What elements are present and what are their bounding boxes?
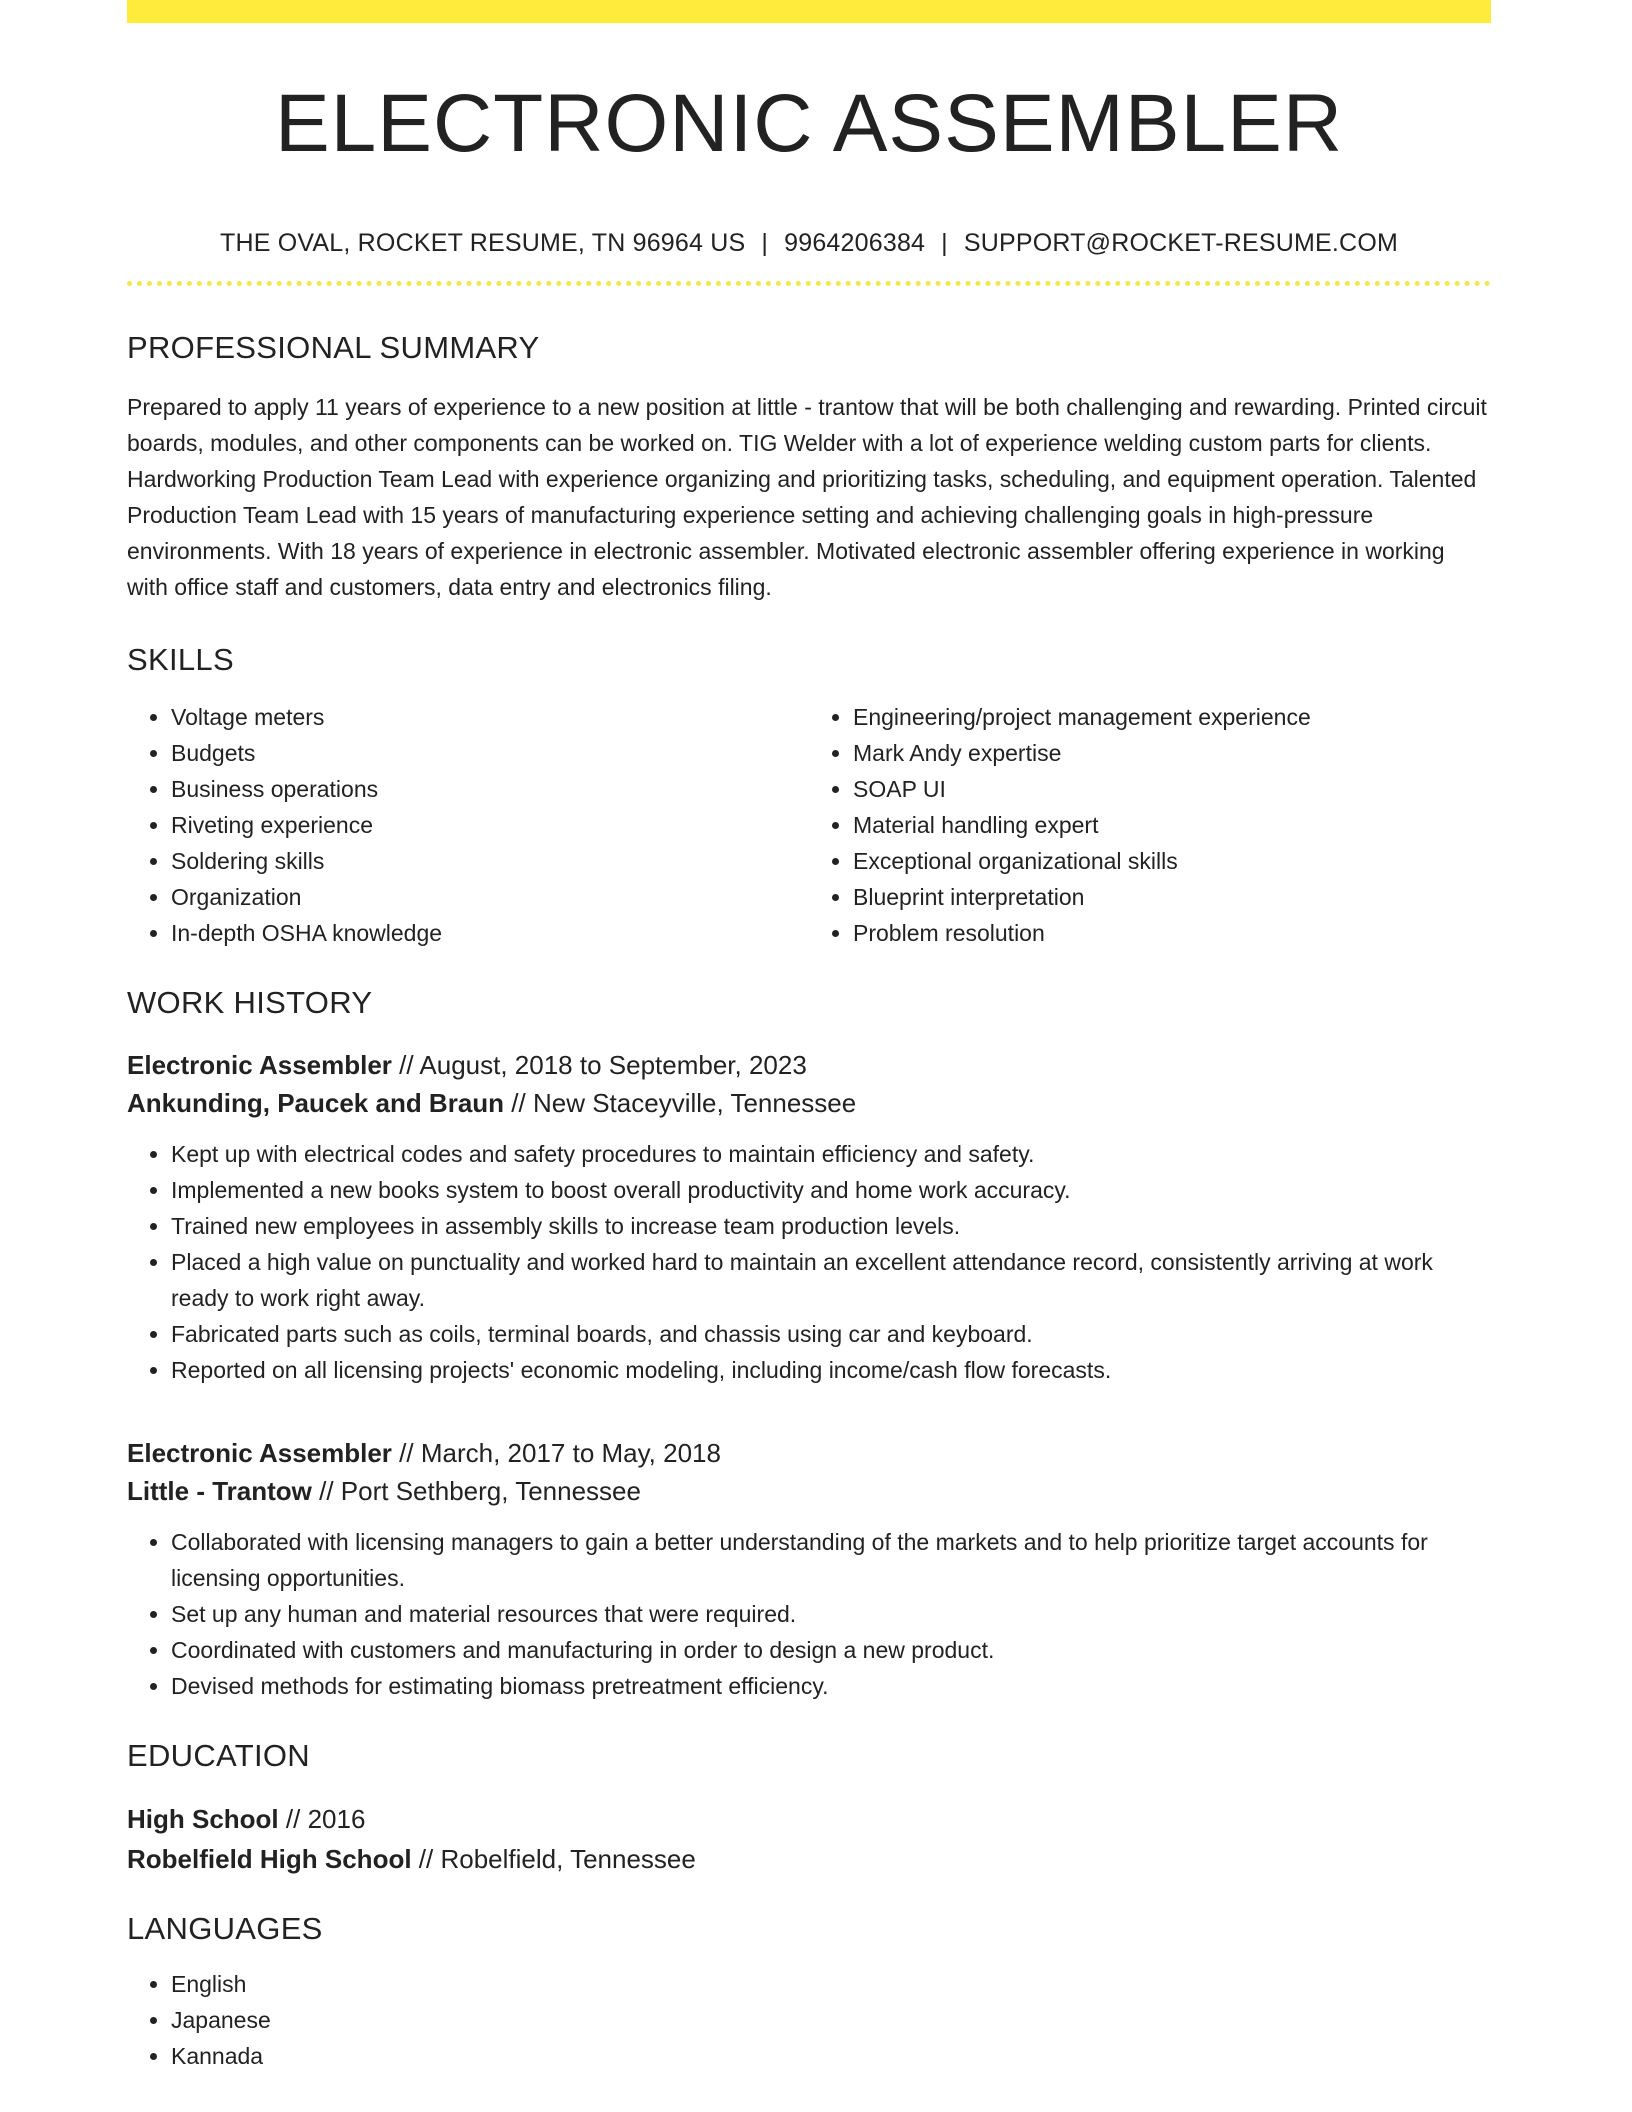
skill-item: • Soldering skills [171,843,809,879]
candidate-name: ELECTRONIC ASSEMBLER [274,78,1344,169]
job-separator: // [391,1050,420,1080]
skill-item: • Problem resolution [853,915,1491,951]
skill-item: • Riveting experience [171,807,809,843]
job-separator: // [391,1438,421,1468]
job-separator: // [504,1088,533,1118]
job-header [127,1434,1491,1510]
skills-left-list [127,699,809,951]
job-bullet: • Reported on all licensing projects' economic modeling, including income/cash flow forecasts. [171,1352,1491,1388]
job-dates: August, 2018 to September, 2023 [419,1050,807,1080]
section-title-summary: PROFESSIONAL SUMMARY [127,330,540,365]
resume-page [127,0,1491,2074]
job-location: Port Sethberg, Tennessee [340,1476,641,1506]
education-location: Robelfield, Tennessee [440,1844,696,1874]
education-entry [127,1799,1491,1879]
skill-item: • Voltage meters [171,699,809,735]
languages-list [127,1966,1491,2074]
skills-columns [127,699,1491,951]
education-year: 2016 [307,1804,366,1834]
skill-item: • Budgets [171,735,809,771]
job-bullet: • Fabricated parts such as coils, terminal boards, and chassis using car and keyboard. [171,1316,1491,1352]
contact-email: SUPPORT@ROCKET-RESUME.COM [963,229,1398,257]
dotted-divider [127,281,1491,286]
job-entry [127,1046,1491,1388]
skill-item: • Mark Andy expertise [853,735,1491,771]
job-dates: March, 2017 to May, 2018 [420,1438,721,1468]
education-degree: High School [127,1804,279,1834]
skill-item: • In-depth OSHA knowledge [171,915,809,951]
job-bullet: • Collaborated with licensing managers to gain a better understanding of the markets and to help prioritize target accounts for licensing opportunities. [171,1524,1491,1596]
job-bullet: • Implemented a new books system to boost overall productivity and home work accuracy. [171,1172,1491,1208]
skills-right-list [809,699,1491,951]
skill-item: • Business operations [171,771,809,807]
job-bullet: • Devised methods for estimating biomass pretreatment efficiency. [171,1668,1491,1704]
job-bullet: • Placed a high value on punctuality and worked hard to maintain an excellent attendance record, consistently arriving at work ready to work right away. [171,1244,1491,1316]
section-title-education: EDUCATION [127,1738,310,1773]
job-separator: // [311,1476,341,1506]
section-title-skills: SKILLS [127,642,234,677]
skill-item: • Blueprint interpretation [853,879,1491,915]
skill-item: • SOAP UI [853,771,1491,807]
job-header [127,1046,1491,1122]
section-title-languages: LANGUAGES [127,1911,323,1946]
education-separator: // [278,1804,308,1834]
job-bullet: • Kept up with electrical codes and safety procedures to maintain efficiency and safety. [171,1136,1491,1172]
job-company: Ankunding, Paucek and Braun [127,1088,505,1118]
accent-bar [127,0,1491,23]
contact-phone: 9964206384 [784,229,926,257]
skill-item: • Material handling expert [853,807,1491,843]
job-bullets [127,1136,1491,1388]
job-company: Little - Trantow [127,1476,312,1506]
contact-line [127,231,1491,256]
job-bullets [127,1524,1491,1704]
skill-item: • Exceptional organizational skills [853,843,1491,879]
language-item: • Japanese [171,2002,1491,2038]
job-role: Electronic Assembler [127,1050,392,1080]
summary-text: Prepared to apply 11 years of experience to a new position at little - trantow that will be both challenging and rewarding. Printed circuit boards, modules, and other components can be worked on. TIG Welder with a lot of experience welding custom parts for clients. Hardworking Production Team Lead with experience organizing and prioritizing tasks, scheduling, and equipment operation. Talented Production Team Lead with 15 years of manufacturing experience setting and achieving challenging goals in high-pressure environments. With 18 years of experience in electronic assembler. Motivated electronic assembler offering experience in working with office staff and customers, data entry and electronics filing. [127,394,1487,600]
section-title-work-history: WORK HISTORY [127,985,373,1020]
job-location: New Staceyville, Tennessee [532,1088,857,1118]
job-bullet: • Set up any human and material resources that were required. [171,1596,1491,1632]
contact-address: THE OVAL, ROCKET RESUME, TN 96964 US [219,229,746,257]
job-bullet: • Trained new employees in assembly skills to increase team production levels. [171,1208,1491,1244]
contact-separator: | [761,229,769,257]
education-school: Robelfield High School [127,1844,412,1874]
contact-separator: | [941,229,948,257]
language-item: • Kannada [171,2038,1491,2074]
job-role: Electronic Assembler [127,1438,392,1468]
job-entry [127,1434,1491,1704]
language-item: • English [171,1966,1491,2002]
skill-item: • Organization [171,879,809,915]
education-separator: // [411,1844,441,1874]
job-bullet: • Coordinated with customers and manufacturing in order to design a new product. [171,1632,1491,1668]
skill-item: • Engineering/project management experience [853,699,1491,735]
